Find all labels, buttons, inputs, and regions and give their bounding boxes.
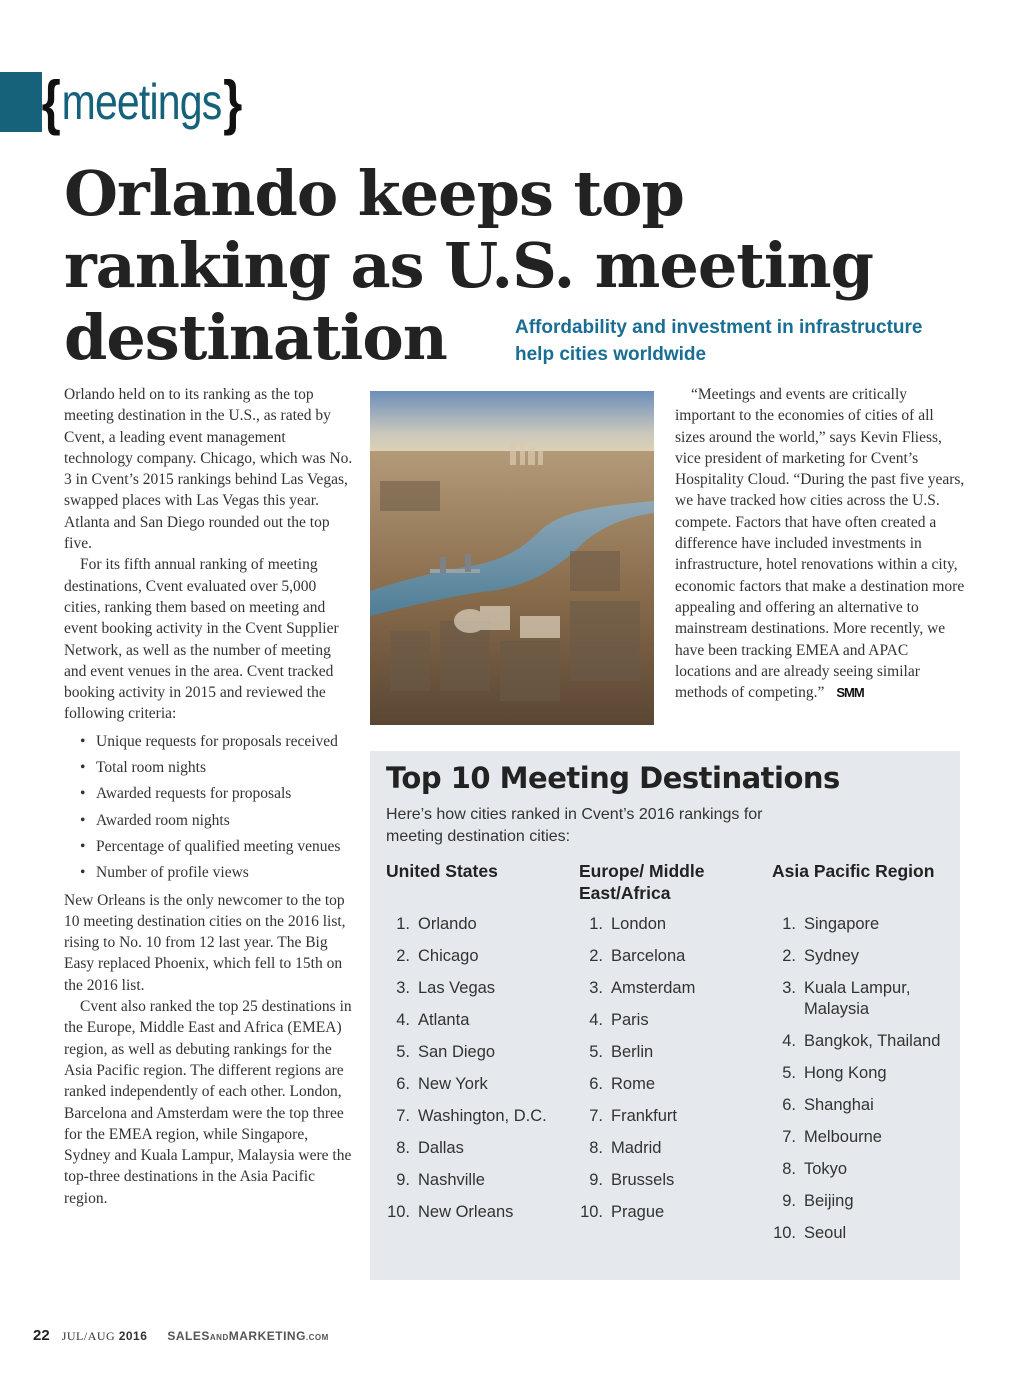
city: Sydney (804, 947, 860, 965)
rank: 5. (396, 1043, 410, 1061)
left-bracket-icon: { (41, 68, 60, 136)
rank: 8. (396, 1139, 410, 1157)
rank: 1. (589, 915, 603, 933)
city: Hong Kong (804, 1064, 887, 1082)
list-item (772, 1223, 962, 1244)
list-item (386, 1106, 576, 1127)
city: London (611, 915, 667, 933)
city: Brussels (611, 1171, 675, 1189)
rank: 3. (589, 979, 603, 997)
london-aerial-photo (370, 391, 654, 725)
paragraph: New Orleans is the only newcomer to the top 10 meeting destination cities on the 2016 list, rising to No. 10 from 12 last year. The Big Easy replaced Phoenix, which fell to 15th on the 2016 list. (64, 891, 346, 994)
right-column (675, 384, 965, 703)
list-item (772, 978, 962, 1020)
list-item (579, 1106, 769, 1127)
sidebar-intro: Here’s how cities ranked in Cvent’s 2016 rankings for meeting destination cities: (386, 806, 763, 845)
city: Shanghai (804, 1096, 874, 1114)
section-label (40, 66, 243, 138)
quote-text: “Meetings and events are critically important to the economies of cities of all sizes around the world,” says Kevin Fliess, vice president of marketing for Cvent’s Hospitality Cloud. “During the past five years, we have tracked how cities across the U.S. compete. Factors that have often created a difference have included investments in infrastructure, hotel renovations within a city, economic factors that make a destination more appealing and offering an alternative to mainstream destinations. More recently, we have been tracking EMEA and APAC locations and are already seeing similar methods of competing.” (675, 386, 965, 702)
list-item (772, 1191, 962, 1212)
city: Beijing (804, 1192, 854, 1210)
ranking-list (386, 914, 576, 1223)
top-10-sidebar (370, 751, 960, 1280)
city: Las Vegas (418, 979, 496, 997)
rank: 7. (589, 1107, 603, 1125)
rank: 2. (396, 947, 410, 965)
city: Orlando (418, 915, 477, 933)
list-item (772, 1063, 962, 1084)
region-emea (579, 860, 769, 1234)
page-number: 22 (33, 1327, 50, 1344)
city: Prague (611, 1203, 665, 1221)
page-footer (33, 1327, 329, 1344)
list-item (579, 914, 769, 935)
region-title: United States (386, 861, 498, 881)
list-item (579, 1202, 769, 1223)
rank: 6. (589, 1075, 603, 1093)
city: New Orleans (418, 1203, 514, 1221)
right-bracket-icon: } (223, 68, 242, 136)
rank: 10. (773, 1224, 796, 1242)
city: Barcelona (611, 947, 686, 965)
ranking-list (579, 914, 769, 1223)
list-item: • Unique requests for proposals received (78, 731, 354, 752)
list-item (386, 1170, 576, 1191)
rank: 5. (589, 1043, 603, 1061)
rank: 9. (782, 1192, 796, 1210)
rank: 2. (589, 947, 603, 965)
rank: 2. (782, 947, 796, 965)
rank: 6. (396, 1075, 410, 1093)
rank: 9. (589, 1171, 603, 1189)
brand-part: AND (209, 1333, 229, 1342)
list-item (772, 1127, 962, 1148)
left-column (64, 384, 354, 1209)
list-item (579, 1074, 769, 1095)
list-item (772, 1095, 962, 1116)
paragraph: For its fifth annual ranking of meeting destinations, Cvent evaluated over 5,000 cities, ranking them based on meeting and event booking activity in the Cvent Supplier Network, as well as the number of meeting and event venues in the area. Cvent tracked booking activity in 2015 and reviewed the following criteria: (64, 556, 339, 723)
list-item (579, 1042, 769, 1063)
city: Rome (611, 1075, 656, 1093)
city: Atlanta (418, 1011, 470, 1029)
criteria-list (78, 731, 354, 884)
list-item: • Number of profile views (78, 862, 354, 883)
list-item (386, 978, 576, 999)
city: Amsterdam (611, 979, 696, 997)
list-item: • Percentage of qualified meeting venues (78, 836, 354, 857)
rank: 1. (396, 915, 410, 933)
rank: 1. (782, 915, 796, 933)
list-item (772, 914, 962, 935)
list-item (772, 946, 962, 967)
city: Tokyo (804, 1160, 848, 1178)
rank: 4. (782, 1032, 796, 1050)
paragraph: Cvent also ranked the top 25 destinations in the Europe, Middle East and Africa (EMEA) region, as well as debuting rankings for the Asia Pacific region. The different regions are ranked independently of each other. London, Barcelona and Amsterdam were the top three for the EMEA region, while Singapore, Sydney and Kuala Lampur, Malaysia were the top-three destinations in the Asia Pacific region. (64, 998, 352, 1207)
city: Washington, D.C. (418, 1107, 547, 1125)
brand-part: .COM (305, 1333, 329, 1342)
list-item (579, 1138, 769, 1159)
headline: Orlando keeps top ranking as U.S. meeting destination (64, 157, 873, 374)
rank: 3. (396, 979, 410, 997)
region-title: Asia Pacific Region (772, 861, 935, 881)
issue-month: JUL/AUG (61, 1329, 116, 1343)
ranking-list (772, 914, 962, 1244)
rank: 7. (782, 1128, 796, 1146)
brand-part: SALES (167, 1329, 210, 1343)
list-item (772, 1031, 962, 1052)
city: Dallas (418, 1139, 464, 1157)
list-item: • Awarded room nights (78, 810, 354, 831)
publication-brand (167, 1329, 328, 1343)
rank: 10. (580, 1203, 603, 1221)
rank: 10. (387, 1203, 410, 1221)
sidebar-title: Top 10 Meeting Destinations (386, 761, 840, 795)
list-item (386, 1202, 576, 1223)
list-item: • Total room nights (78, 757, 354, 778)
brand-part: MARKETING (228, 1329, 306, 1343)
issue-year: 2016 (118, 1329, 148, 1343)
list-item (386, 1042, 576, 1063)
rank: 5. (782, 1064, 796, 1082)
rank: 7. (396, 1107, 410, 1125)
city: Paris (611, 1011, 649, 1029)
quote-paragraph (675, 384, 965, 703)
city: Chicago (418, 947, 479, 965)
rank: 4. (396, 1011, 410, 1029)
city: Berlin (611, 1043, 654, 1061)
city: Frankfurt (611, 1107, 678, 1125)
list-item (772, 1159, 962, 1180)
paragraph: Orlando held on to its ranking as the top meeting destination in the U.S., as rated by Cvent, a leading event management technology company. Chicago, which was No. 3 in Cvent’s 2015 rankings behind Las Vegas, swapped places with Las Vegas this year. Atlanta and San Diego rounded out the top five. (64, 386, 353, 553)
rank: 4. (589, 1011, 603, 1029)
deck: Affordability and investment in infrastructure help cities worldwide (515, 317, 923, 365)
region-title: Europe/ Middle East/Africa (579, 861, 705, 903)
rank: 8. (589, 1139, 603, 1157)
list-item (579, 946, 769, 967)
list-item (386, 1074, 576, 1095)
rank: 9. (396, 1171, 410, 1189)
city: Nashville (418, 1171, 485, 1189)
list-item (386, 1138, 576, 1159)
rank: 6. (782, 1096, 796, 1114)
city: Kuala Lampur, Malaysia (804, 979, 911, 1018)
issue-date (62, 1329, 148, 1344)
end-mark: SMM (836, 685, 864, 701)
section-color-bar (0, 72, 42, 132)
city: Singapore (804, 915, 880, 933)
city: New York (418, 1075, 488, 1093)
list-item (579, 1010, 769, 1031)
city: Madrid (611, 1139, 662, 1157)
list-item (579, 1170, 769, 1191)
region-asia-pacific (772, 860, 962, 1255)
city: Seoul (804, 1224, 847, 1242)
list-item (579, 978, 769, 999)
section-label-text: meetings (61, 74, 222, 130)
rank: 8. (782, 1160, 796, 1178)
list-item (386, 946, 576, 967)
list-item (386, 1010, 576, 1031)
city: Melbourne (804, 1128, 882, 1146)
region-united-states (386, 860, 576, 1234)
list-item (386, 914, 576, 935)
city: San Diego (418, 1043, 496, 1061)
list-item: • Awarded requests for proposals (78, 783, 354, 804)
city: Bangkok, Thailand (804, 1032, 941, 1050)
rank: 3. (782, 979, 796, 997)
